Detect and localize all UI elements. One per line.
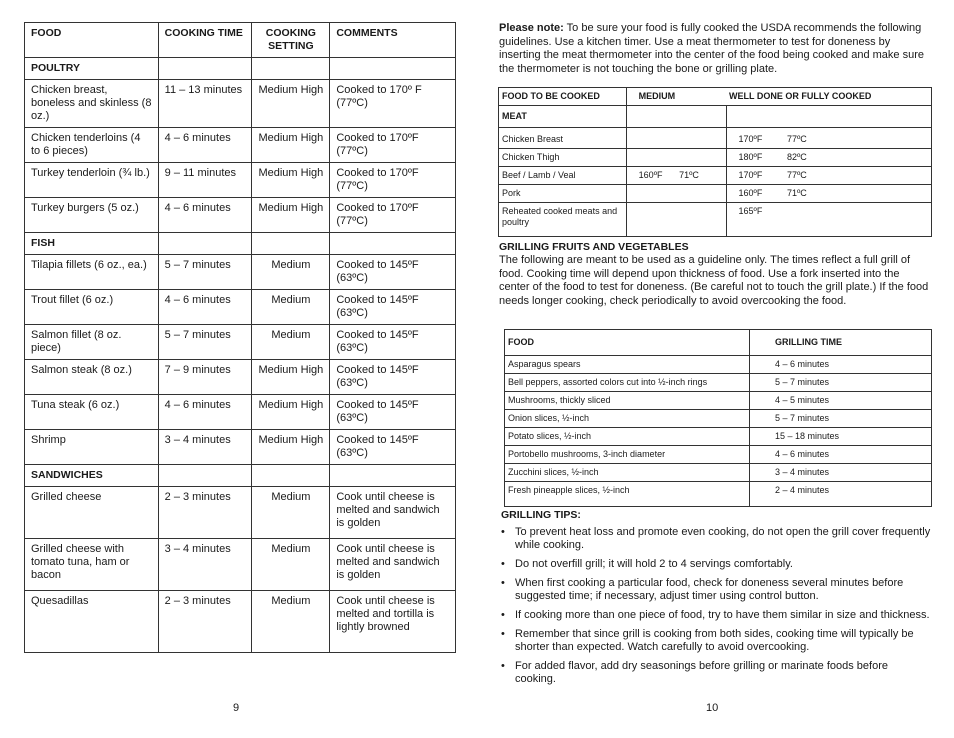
tip-item: • If cooking more than one piece of food, try to have them similar in size and thickness. — [499, 609, 931, 622]
comment-cell: Cooked to 170ºF (77ºC) — [330, 198, 456, 233]
food-cell: Shrimp — [25, 430, 159, 465]
time-cell: 3 – 4 minutes — [158, 539, 252, 591]
comment-cell: Cooked to 145ºF (63ºC) — [330, 255, 456, 290]
setting-cell: Medium — [252, 255, 330, 290]
table-row — [25, 198, 456, 233]
setting-cell: Medium — [252, 591, 330, 653]
setting-cell: Medium High — [252, 80, 330, 128]
table-row — [25, 128, 456, 163]
header-comments: COMMENTS — [330, 23, 456, 58]
food-cell: Potato slices, ½-inch — [505, 428, 750, 446]
tip-item: • Do not overfill grill; it will hold 2 to 4 servings comfortably. — [499, 558, 931, 571]
setting-cell: Medium — [252, 539, 330, 591]
food-cell: Mushrooms, thickly sliced — [505, 392, 750, 410]
table-row — [505, 464, 932, 482]
header-cooking-setting: COOKING SETTING — [252, 23, 330, 58]
comment-cell: Cooked to 170ºF (77ºC) — [330, 163, 456, 198]
usda-note — [499, 22, 929, 76]
setting-cell: Medium — [252, 487, 330, 539]
food-cell: Turkey burgers (5 oz.) — [25, 198, 159, 233]
table-row — [25, 539, 456, 591]
time-cell: 5 – 7 minutes — [158, 255, 252, 290]
table-row — [25, 255, 456, 290]
page-number-left: 9 — [233, 702, 240, 714]
time-cell: 3 – 4 minutes — [158, 430, 252, 465]
well-done-c-cell: 77ºC — [784, 128, 932, 149]
food-cell: Chicken tenderloins (4 to 6 pieces) — [25, 128, 159, 163]
grilling-time-cell: 3 – 4 minutes — [750, 464, 932, 482]
table-row — [505, 410, 932, 428]
time-cell: 9 – 11 minutes — [158, 163, 252, 198]
table-row — [25, 591, 456, 653]
header-well-done: WELL DONE OR FULLY COOKED — [726, 88, 931, 106]
food-cell: Bell peppers, assorted colors cut into ½-inch rings — [505, 374, 750, 392]
grilling-time-cell: 5 – 7 minutes — [750, 410, 932, 428]
header-food-to-be-cooked: FOOD TO BE COOKED — [499, 88, 627, 106]
comment-cell: Cook until cheese is melted and sandwich is golden — [330, 487, 456, 539]
well-done-f-cell: 170ºF — [726, 167, 784, 185]
comment-cell: Cooked to 170ºF (77ºC) — [330, 128, 456, 163]
section-row — [25, 465, 456, 487]
grilling-time-cell: 15 – 18 minutes — [750, 428, 932, 446]
setting-cell: Medium High — [252, 163, 330, 198]
time-cell: 4 – 6 minutes — [158, 198, 252, 233]
medium-f-cell — [626, 185, 676, 203]
page-number-right: 10 — [706, 702, 719, 714]
grilling-time-cell: 4 – 6 minutes — [750, 446, 932, 464]
time-cell: 4 – 6 minutes — [158, 395, 252, 430]
medium-c-cell — [676, 185, 726, 203]
section-meat: MEAT — [499, 106, 627, 128]
comment-cell: Cooked to 145ºF (63ºC) — [330, 395, 456, 430]
food-cell: Zucchini slices, ½-inch — [505, 464, 750, 482]
well-done-f-cell: 160ºF — [726, 185, 784, 203]
time-cell: 2 – 3 minutes — [158, 487, 252, 539]
table-row — [505, 446, 932, 464]
comment-cell: Cooked to 145ºF (63ºC) — [330, 325, 456, 360]
cooking-time-table — [24, 22, 456, 653]
grilling-time-cell: 4 – 6 minutes — [750, 356, 932, 374]
table-row — [25, 163, 456, 198]
food-cell: Tilapia fillets (6 oz., ea.) — [25, 255, 159, 290]
food-cell: Salmon fillet (8 oz. piece) — [25, 325, 159, 360]
food-cell: Grilled cheese — [25, 487, 159, 539]
setting-cell: Medium — [252, 325, 330, 360]
medium-f-cell — [626, 128, 676, 149]
table-row — [499, 203, 932, 237]
tip-item: • For added flavor, add dry seasonings before grilling or marinate foods before cooking. — [499, 660, 931, 686]
comment-cell: Cooked to 145ºF (63ºC) — [330, 430, 456, 465]
table-row — [499, 149, 932, 167]
setting-cell: Medium High — [252, 128, 330, 163]
tips-heading: GRILLING TIPS: — [501, 509, 581, 521]
food-cell: Turkey tenderloin (¾ lb.) — [25, 163, 159, 198]
food-cell: Trout fillet (6 oz.) — [25, 290, 159, 325]
well-done-f-cell: 170ºF — [726, 128, 784, 149]
comment-cell: Cooked to 170º F (77ºC) — [330, 80, 456, 128]
food-cell: Chicken Thigh — [499, 149, 627, 167]
table-row — [25, 290, 456, 325]
food-cell: Grilled cheese with tomato tuna, ham or bacon — [25, 539, 159, 591]
medium-f-cell — [626, 149, 676, 167]
setting-cell: Medium — [252, 290, 330, 325]
comment-cell: Cook until cheese is melted and tortilla is lightly browned — [330, 591, 456, 653]
section-row — [25, 58, 456, 80]
table-row — [505, 392, 932, 410]
food-cell: Chicken breast, boneless and skinless (8 oz.) — [25, 80, 159, 128]
medium-c-cell — [676, 149, 726, 167]
header-food: FOOD — [505, 330, 750, 356]
comment-cell: Cook until cheese is melted and sandwich is golden — [330, 539, 456, 591]
table-row — [505, 374, 932, 392]
medium-c-cell — [676, 203, 726, 237]
setting-cell: Medium High — [252, 395, 330, 430]
well-done-f-cell: 180ºF — [726, 149, 784, 167]
grilling-time-cell: 2 – 4 minutes — [750, 482, 932, 507]
food-cell: Reheated cooked meats and poultry — [499, 203, 627, 237]
setting-cell: Medium High — [252, 430, 330, 465]
time-cell: 4 – 6 minutes — [158, 128, 252, 163]
table-row — [499, 185, 932, 203]
header-food: FOOD — [25, 23, 159, 58]
fruits-heading: GRILLING FRUITS AND VEGETABLES — [499, 241, 689, 253]
header-medium: MEDIUM — [626, 88, 726, 106]
tip-item: • When first cooking a particular food, check for doneness several minutes before suggested time; if necessary, adjust timer using control button. — [499, 577, 931, 603]
tips-list — [499, 526, 931, 692]
table-row — [25, 487, 456, 539]
time-cell: 4 – 6 minutes — [158, 290, 252, 325]
section-title: FISH — [25, 233, 159, 255]
medium-f-cell: 160ºF — [626, 167, 676, 185]
well-done-c-cell: 77ºC — [784, 167, 932, 185]
tip-item: • To prevent heat loss and promote even cooking, do not open the grill cover frequently while cooking. — [499, 526, 931, 552]
medium-f-cell — [626, 203, 676, 237]
table-row — [25, 325, 456, 360]
food-cell: Salmon steak (8 oz.) — [25, 360, 159, 395]
food-cell: Asparagus spears — [505, 356, 750, 374]
table-row — [25, 80, 456, 128]
table-row — [499, 128, 932, 149]
medium-c-cell: 71ºC — [676, 167, 726, 185]
setting-cell: Medium High — [252, 360, 330, 395]
section-title: POULTRY — [25, 58, 159, 80]
grilling-time-cell: 4 – 5 minutes — [750, 392, 932, 410]
food-cell: Chicken Breast — [499, 128, 627, 149]
grilling-time-table — [504, 329, 932, 507]
comment-cell: Cooked to 145ºF (63ºC) — [330, 290, 456, 325]
food-cell: Tuna steak (6 oz.) — [25, 395, 159, 430]
section-row — [25, 233, 456, 255]
food-cell: Onion slices, ½-inch — [505, 410, 750, 428]
food-cell: Portobello mushrooms, 3-inch diameter — [505, 446, 750, 464]
food-cell: Fresh pineapple slices, ½-inch — [508, 485, 630, 495]
food-cell: Quesadillas — [25, 591, 159, 653]
well-done-c-cell — [784, 203, 932, 237]
setting-cell: Medium High — [252, 198, 330, 233]
section-title: SANDWICHES — [25, 465, 159, 487]
table-row — [499, 167, 932, 185]
grilling-time-cell: 5 – 7 minutes — [750, 374, 932, 392]
note-label: Please note: — [499, 22, 564, 34]
time-cell: 11 – 13 minutes — [158, 80, 252, 128]
table-row — [25, 395, 456, 430]
doneness-temperature-table — [498, 87, 932, 237]
header-grilling-time: GRILLING TIME — [750, 330, 932, 356]
time-cell: 2 – 3 minutes — [158, 591, 252, 653]
well-done-c-cell: 82ºC — [784, 149, 932, 167]
fruits-text: The following are meant to be used as a guideline only. The times reflect a full grill of food. Cooking time will depend upon thickness of food. Use a fork inserted into the center of the food to test for doneness. (Be careful not to touch the grill plate.) If the food needs longer cooking, check periodically to avoid overcooking the food. — [499, 254, 929, 307]
food-cell: Pork — [499, 185, 627, 203]
tip-item: • Remember that since grill is cooking from both sides, cooking time will typically be shorter than expected. Watch carefully to avoid overcooking. — [499, 628, 931, 654]
time-cell: 5 – 7 minutes — [158, 325, 252, 360]
table-header-row — [25, 23, 456, 58]
comment-cell: Cooked to 145ºF (63ºC) — [330, 360, 456, 395]
well-done-f-cell: 165ºF — [726, 203, 784, 237]
table-row — [25, 430, 456, 465]
table-row — [505, 356, 932, 374]
note-text: To be sure your food is fully cooked the USDA recommends the following guidelines. Use a kitchen timer. Use a meat thermometer to test for doneness by inserting the meat thermometer into the center of the food being cooked and make sure the thermometer is not touching the bone or grilling plate. — [499, 22, 924, 75]
medium-c-cell — [676, 128, 726, 149]
table-row — [25, 360, 456, 395]
food-cell: Beef / Lamb / Veal — [499, 167, 627, 185]
well-done-c-cell: 71ºC — [784, 185, 932, 203]
table-row — [505, 428, 932, 446]
header-cooking-time: COOKING TIME — [158, 23, 252, 58]
time-cell: 7 – 9 minutes — [158, 360, 252, 395]
table-row — [505, 482, 932, 507]
